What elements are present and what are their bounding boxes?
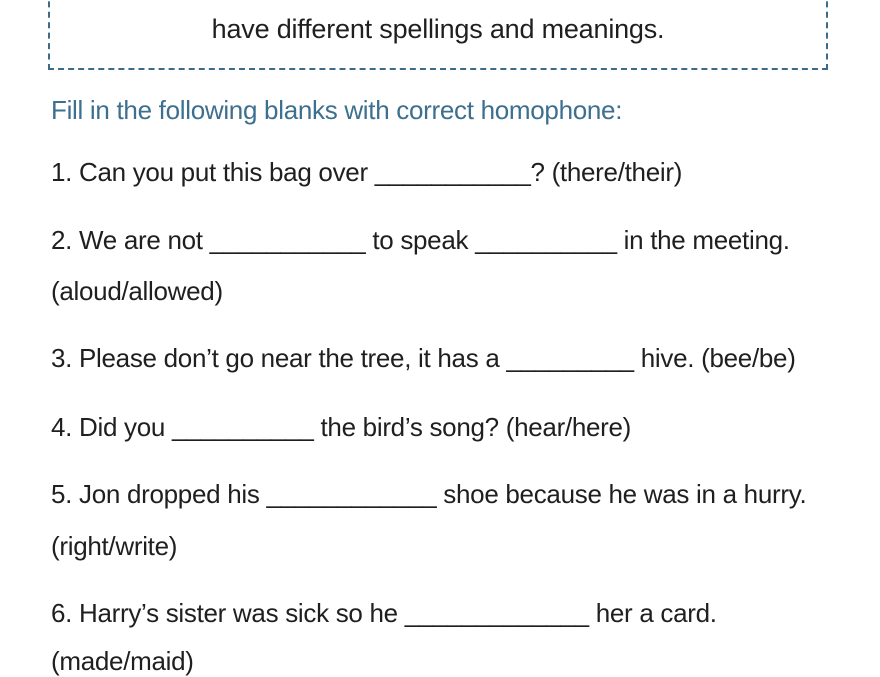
question-6: 6. Harry’s sister was sick so he _____________ her a card. [51, 598, 717, 628]
question-5: 5. Jon dropped his ____________ shoe because he was in a hurry. [51, 479, 807, 509]
question-2-options: (aloud/allowed) [51, 276, 223, 306]
definition-text: have different spellings and meanings. [211, 14, 665, 44]
question-6-options: (made/maid) [51, 646, 194, 676]
question-1: 1. Can you put this bag over ___________? (there/their) [51, 157, 683, 187]
question-4: 4. Did you __________ the bird’s song? (hear/here) [51, 412, 632, 442]
question-3: 3. Please don’t go near the tree, it has a _________ hive. (bee/be) [51, 343, 796, 373]
instruction-heading: Fill in the following blanks with correct homophone: [51, 95, 623, 125]
question-2: 2. We are not ___________ to speak __________ in the meeting. [51, 225, 790, 255]
definition-box [48, 0, 828, 70]
question-5-options: (right/write) [51, 531, 178, 561]
